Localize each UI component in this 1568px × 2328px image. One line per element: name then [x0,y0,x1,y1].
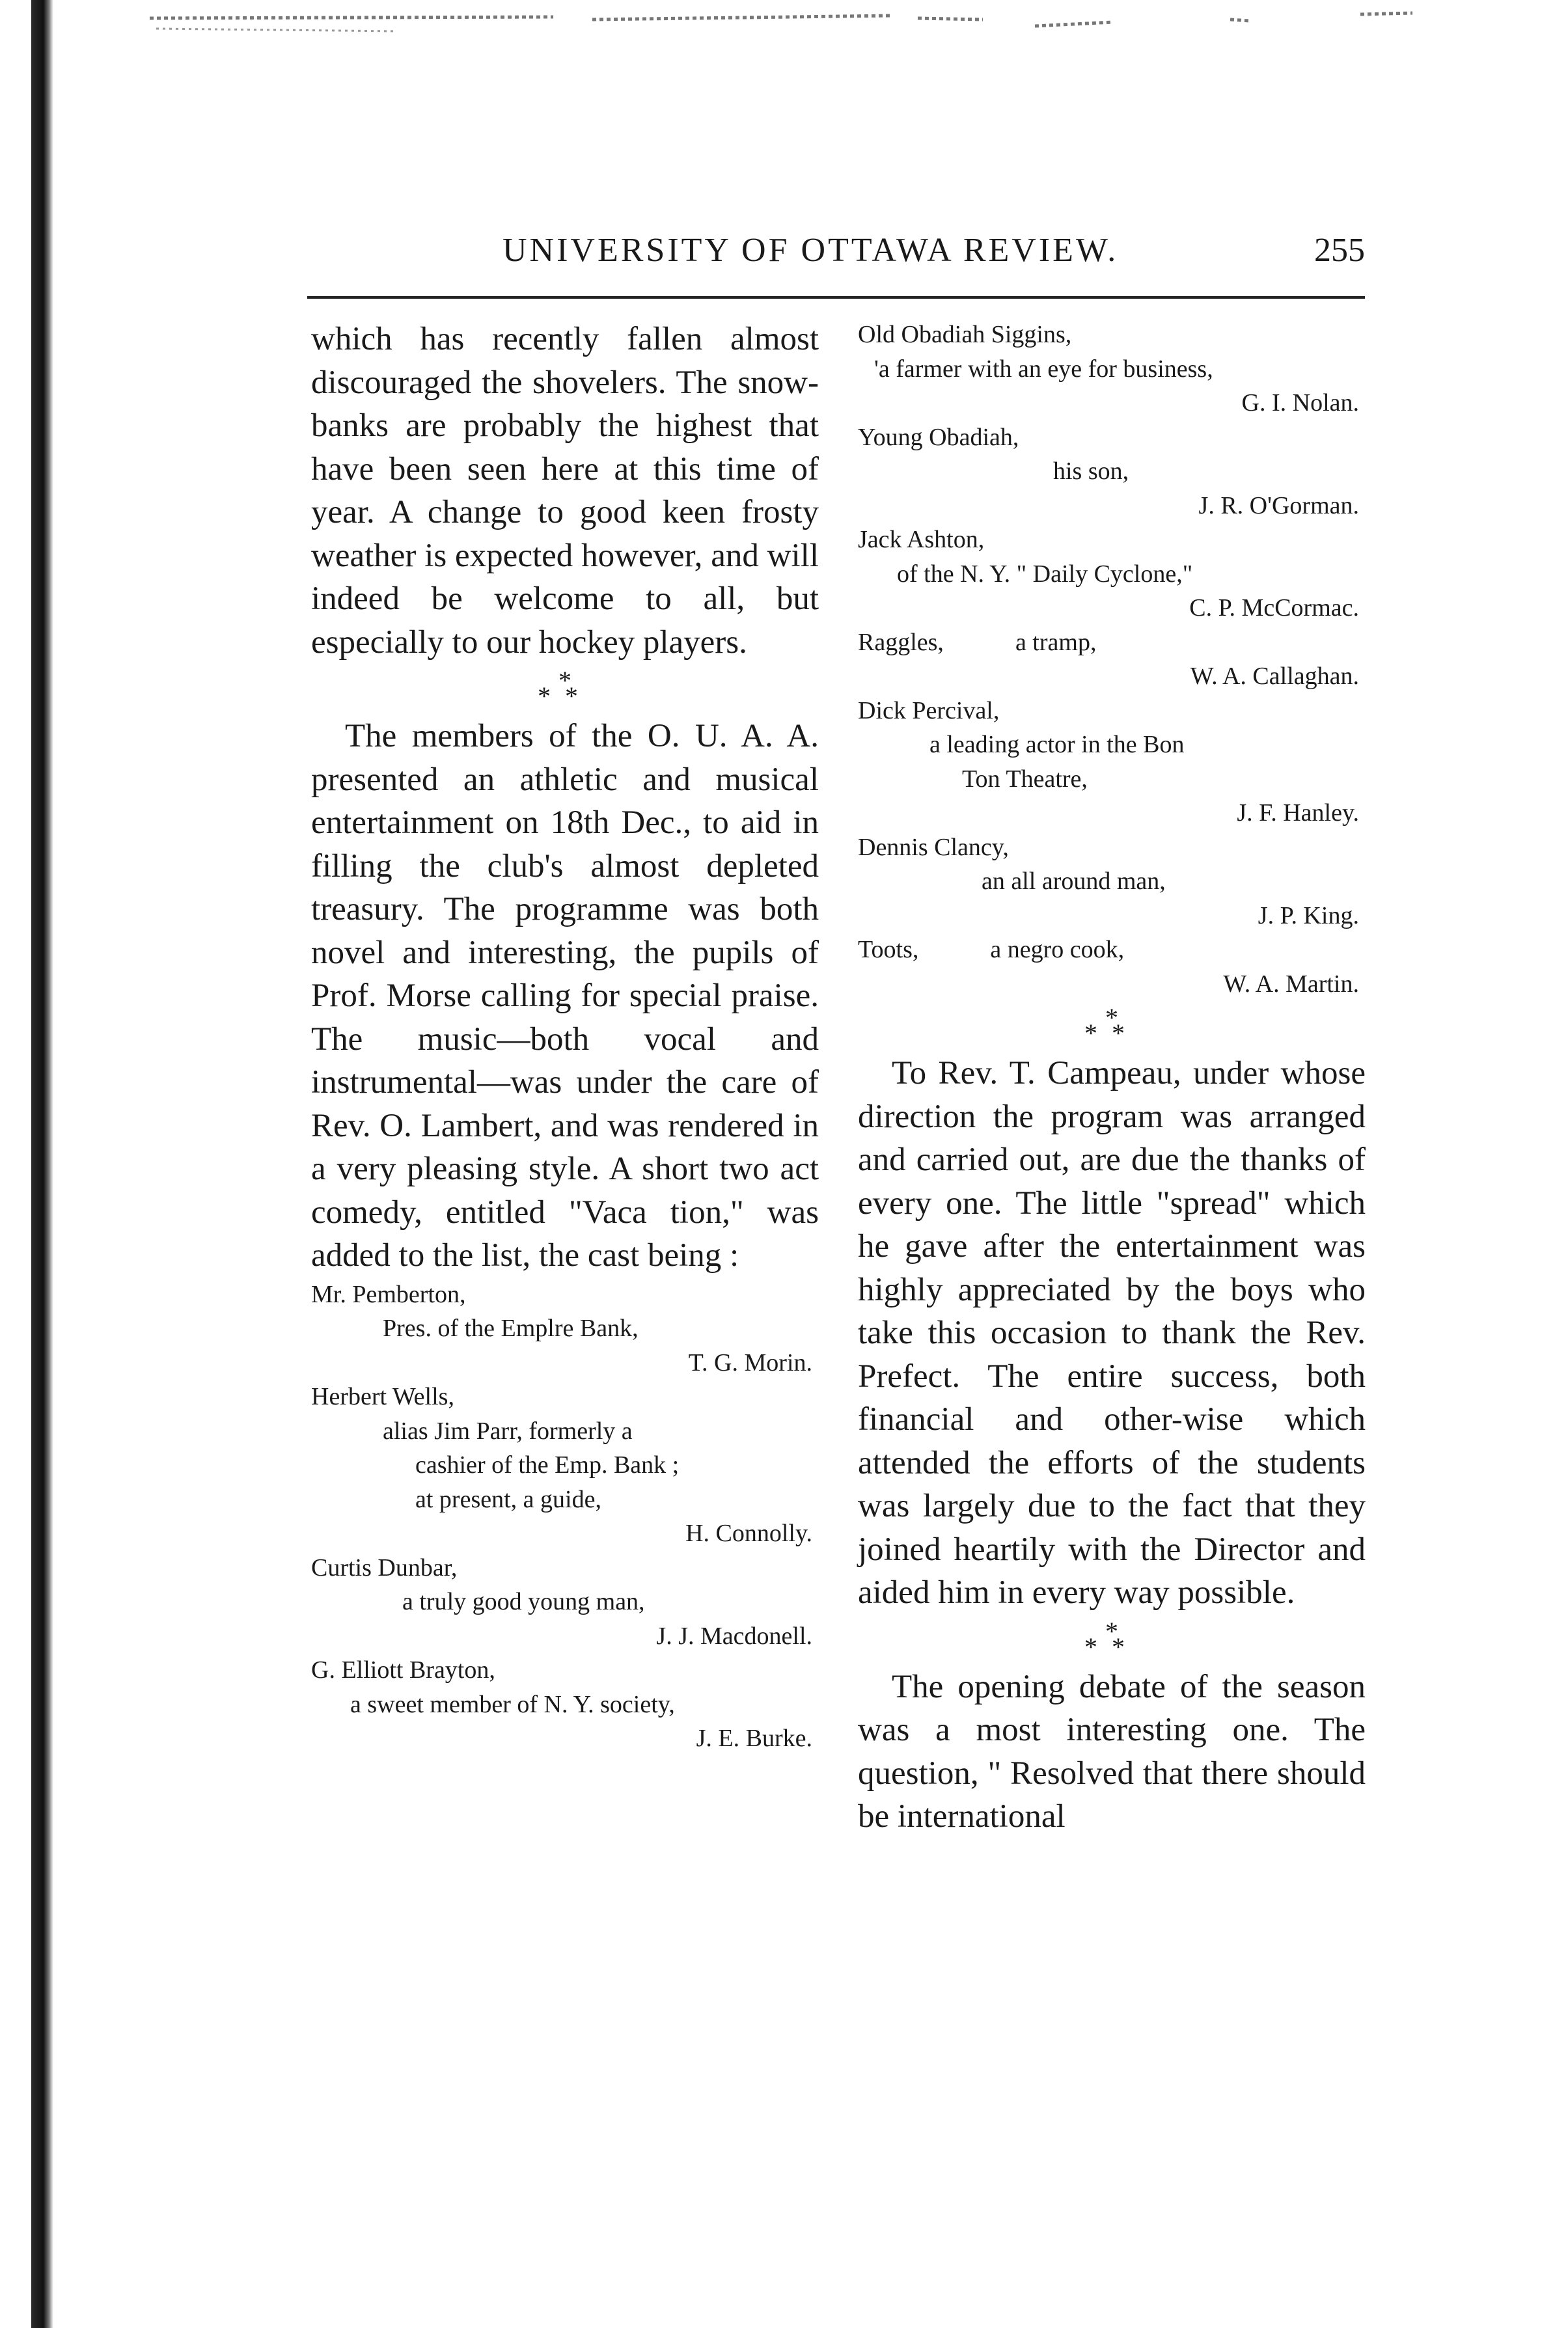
cast-actor: G. I. Nolan. [1241,389,1359,417]
cast-role: Raggles, [858,628,944,656]
cast-role: Dennis Clancy, [858,833,1009,861]
cast-role: Mr. Pemberton, [311,1280,466,1308]
cast-actor: C. P. McCormac. [1189,594,1359,622]
cast-entry [858,830,1366,933]
cast-description: at present, a guide, [415,1485,601,1513]
cast-description: alias Jim Parr, formerly a [383,1417,633,1445]
separator-star: * [558,666,571,695]
cast-actor: J. F. Hanley. [1237,799,1359,827]
cast-role: G. Elliott Brayton, [311,1656,495,1684]
cast-description: of the N. Y. " Daily Cyclone," [897,560,1193,588]
section-separator [858,1001,1366,1052]
separator-stars: ** [1084,1632,1139,1662]
cast-entry [858,625,1366,694]
running-title: UNIVERSITY OF OTTAWA REVIEW. [502,232,1119,269]
page-number: 255 [1314,232,1365,269]
scan-binding-edge [31,0,53,2328]
cast-description: a sweet member of N. Y. society, [350,1690,675,1718]
cast-description: a leading actor in the Bon [929,731,1185,758]
cast-role: Old Obadiah Siggins, [858,321,1072,348]
separator-stars: ** [1084,1019,1139,1048]
paragraph-entertainment: The members of the O. U. A. A. presented an athletic and musical entertainment on 18th Dec., to aid in filling the club's almost depleted treasury. The programme was both novel and interesting, the pupils of Prof. Morse calling for special praise. The music—both vocal and instrumental—was under the care of Rev. O. Lambert, and was rendered in a very pleasing style. A short two act comedy, entitled "Vaca tion," was added to the list, the cast being : [311,718,819,1274]
cast-entry [858,318,1366,420]
paragraph-snow: which has recently fallen almost discouraged the shovelers. The snow-banks are probably the highest that have been seen here at this time of year. A change to good keen frosty weather is expected however, and will indeed be welcome to all, but especially to our hockey players. [311,321,819,661]
cast-actor: W. A. Martin. [1223,970,1359,998]
cast-description: his son, [1053,458,1129,485]
running-header [307,231,1365,277]
header-rule [307,296,1365,299]
cast-list-right [858,318,1366,1001]
cast-entry [858,420,1366,523]
cast-description: 'a farmer with an eye for business, [874,355,1213,383]
cast-actor: T. G. Morin. [688,1349,812,1376]
cast-role: Toots, [858,936,919,963]
left-column [311,318,819,1756]
cast-description: cashier of the Emp. Bank ; [415,1451,680,1479]
cast-actor: J. J. Macdonell. [656,1622,812,1650]
cast-list-left [311,1278,819,1756]
cast-role: Dick Percival, [858,696,1000,724]
cast-description: a truly good young man, [402,1588,645,1615]
cast-role: Young Obadiah, [858,423,1019,451]
separator-star: * [1105,1616,1118,1646]
cast-entry [311,1653,819,1756]
paragraph-debate: The opening debate of the season was a most interesting one. The question, " Resolved that there should be international [858,1668,1366,1835]
right-column [858,318,1366,1839]
cast-actor: J. R. O'Gorman. [1198,491,1359,519]
scan-noise-top [59,0,1523,59]
cast-actor: J. P. King. [1258,901,1359,929]
cast-entry [858,694,1366,830]
cast-actor: J. E. Burke. [696,1725,812,1752]
separator-star: * [1105,1003,1118,1032]
cast-role: Herbert Wells, [311,1383,454,1410]
cast-entry [311,1380,819,1551]
separator-stars: ** [538,681,592,711]
cast-description: an all around man, [982,868,1166,895]
section-separator [858,1615,1366,1665]
cast-description: Ton Theatre, [962,765,1088,793]
cast-entry [858,933,1366,1001]
cast-entry [311,1551,819,1654]
cast-description: a tramp, [1015,628,1097,656]
section-separator [311,664,819,715]
cast-description: a negro cook, [990,936,1125,963]
cast-role: Curtis Dunbar, [311,1554,458,1582]
paragraph-thanks: To Rev. T. Campeau, under whose direction the program was arranged and carried out, are due the thanks of every one. The little "spread" which he gave after the entertainment was highly appreciated by the boys who take this occasion to thank the Rev. Prefect. The entire success, both financial and other-wise which attended the efforts of the students was largely due to the fact that they joined heartily with the Director and aided him in every way possible. [858,1055,1366,1611]
cast-actor: W. A. Callaghan. [1190,663,1359,690]
cast-description: Pres. of the Emplre Bank, [383,1315,639,1342]
cast-role: Jack Ashton, [858,526,985,553]
cast-actor: H. Connolly. [685,1520,812,1547]
cast-entry [311,1278,819,1380]
cast-entry [858,523,1366,625]
